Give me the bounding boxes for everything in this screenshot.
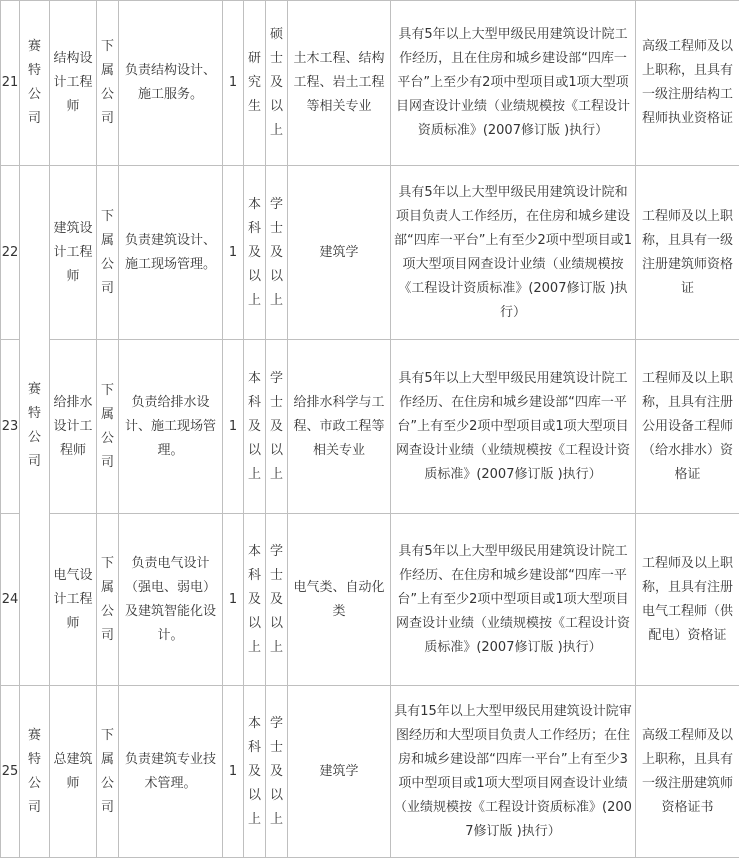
row-number: 24 <box>1 514 20 686</box>
degree-cell: 学士及以上 <box>266 514 288 686</box>
education-cell: 研究生 <box>244 1 266 166</box>
count-cell: 1 <box>223 340 244 514</box>
position-cell: 电气设计工程师 <box>50 514 97 686</box>
duty-cell: 负责电气设计（强电、弱电）及建筑智能化设计。 <box>119 514 223 686</box>
degree-cell: 学士及以上 <box>266 340 288 514</box>
table-row <box>1 1 739 166</box>
experience-cell: 具有5年以上大型甲级民用建筑设计院工作经历、在住房和城乡建设部“四库一平台”上有至少2项中型项目或1项大型项目网查设计业绩（业绩规模按《工程设计资质标准》(2007修订版 )执行） <box>391 340 636 514</box>
education-cell: 本科及以上 <box>244 514 266 686</box>
company-cell: 赛特公司 <box>20 166 50 686</box>
degree-cell: 硕士及以上 <box>266 1 288 166</box>
duty-cell: 负责结构设计、施工服务。 <box>119 1 223 166</box>
experience-cell: 具有5年以上大型甲级民用建筑设计院工作经历、在住房和城乡建设部“四库一平台”上有至少2项中型项目或1项大型项目网查设计业绩（业绩规模按《工程设计资质标准》(2007修订版 )执行） <box>391 514 636 686</box>
position-cell: 建筑设计工程师 <box>50 166 97 340</box>
education-cell: 本科及以上 <box>244 166 266 340</box>
count-cell: 1 <box>223 166 244 340</box>
company-cell: 赛特公司 <box>20 686 50 858</box>
duty-cell: 负责给排水设计、施工现场管理。 <box>119 340 223 514</box>
major-cell: 建筑学 <box>288 166 391 340</box>
experience-cell: 具有15年以上大型甲级民用建筑设计院审图经历和大型项目负责人工作经历；在住房和城乡建设部“四库一平台”上有至少3项中型项目或1项大型项目网查设计业绩（业绩规模按《工程设计资质标准》(2007修订版 )执行） <box>391 686 636 858</box>
unit-cell: 下属公司 <box>97 340 119 514</box>
title-cell: 工程师及以上职称，且具有一级注册建筑师资格证 <box>636 166 739 340</box>
row-number: 21 <box>1 1 20 166</box>
degree-cell: 学士及以上 <box>266 686 288 858</box>
unit-cell: 下属公司 <box>97 514 119 686</box>
position-cell: 给排水设计工程师 <box>50 340 97 514</box>
education-cell: 本科及以上 <box>244 340 266 514</box>
table-row <box>1 166 739 340</box>
duty-cell: 负责建筑专业技术管理。 <box>119 686 223 858</box>
table-row <box>1 686 739 858</box>
title-cell: 工程师及以上职称，且具有注册公用设备工程师（给水排水）资格证 <box>636 340 739 514</box>
company-cell: 赛特公司 <box>20 1 50 166</box>
major-cell: 土木工程、结构工程、岩土工程等相关专业 <box>288 1 391 166</box>
count-cell: 1 <box>223 514 244 686</box>
row-number: 22 <box>1 166 20 340</box>
count-cell: 1 <box>223 1 244 166</box>
unit-cell: 下属公司 <box>97 1 119 166</box>
title-cell: 工程师及以上职称，且具有注册电气工程师（供配电）资格证 <box>636 514 739 686</box>
unit-cell: 下属公司 <box>97 166 119 340</box>
title-cell: 高级工程师及以上职称，且具有一级注册结构工程师执业资格证 <box>636 1 739 166</box>
row-number: 23 <box>1 340 20 514</box>
unit-cell: 下属公司 <box>97 686 119 858</box>
experience-cell: 具有5年以上大型甲级民用建筑设计院和项目负责人工作经历，在住房和城乡建设部“四库一平台”上有至少2项中型项目或1项大型项目网查设计业绩（业绩规模按《工程设计资质标准》(2007修订版 )执行） <box>391 166 636 340</box>
position-cell: 总建筑师 <box>50 686 97 858</box>
table-row <box>1 340 739 514</box>
major-cell: 电气类、自动化类 <box>288 514 391 686</box>
experience-cell: 具有5年以上大型甲级民用建筑设计院工作经历，且在住房和城乡建设部“四库一平台”上至少有2项中型项目或1项大型项目网查设计业绩（业绩规模按《工程设计资质标准》(2007修订版 )执行） <box>391 1 636 166</box>
table-row <box>1 514 739 686</box>
education-cell: 本科及以上 <box>244 686 266 858</box>
title-cell: 高级工程师及以上职称，且具有一级注册建筑师资格证书 <box>636 686 739 858</box>
degree-cell: 学士及以上 <box>266 166 288 340</box>
position-cell: 结构设计工程师 <box>50 1 97 166</box>
major-cell: 给排水科学与工程、市政工程等相关专业 <box>288 340 391 514</box>
major-cell: 建筑学 <box>288 686 391 858</box>
row-number: 25 <box>1 686 20 858</box>
duty-cell: 负责建筑设计、施工现场管理。 <box>119 166 223 340</box>
count-cell: 1 <box>223 686 244 858</box>
